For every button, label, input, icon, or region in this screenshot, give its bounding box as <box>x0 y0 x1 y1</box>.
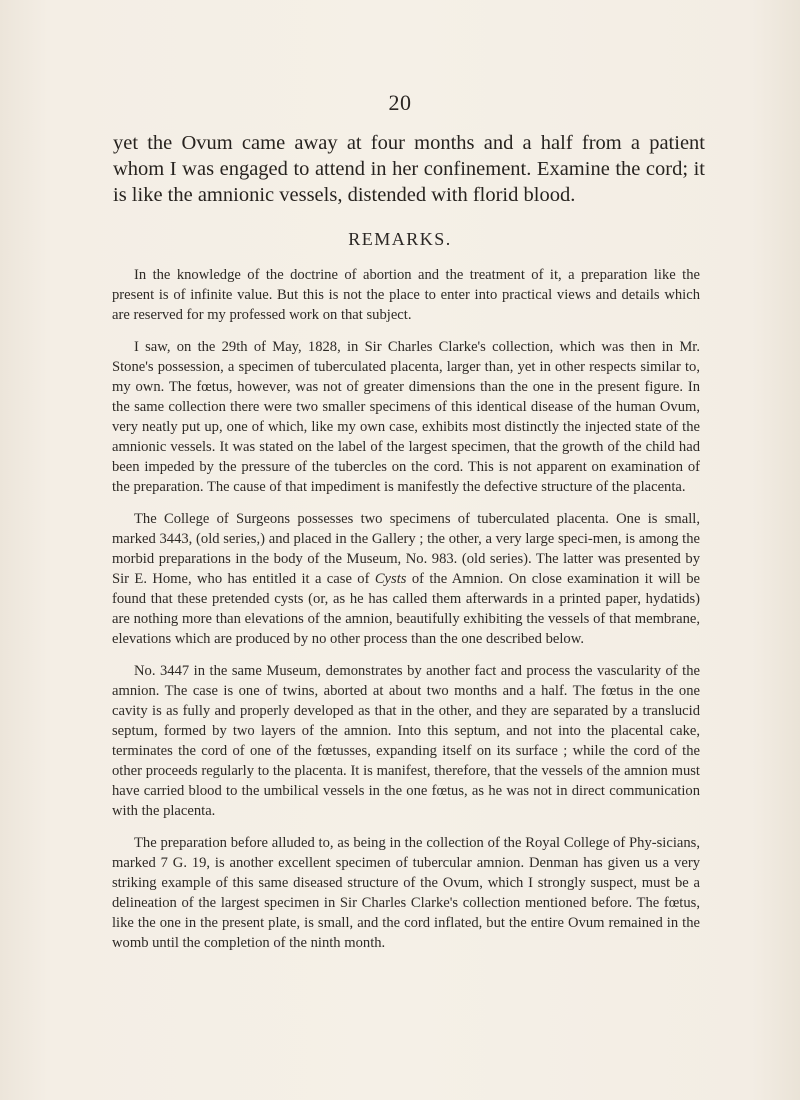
paragraph-college-of-surgeons <box>112 509 700 649</box>
page-number: 20 <box>388 90 412 115</box>
remarks-body <box>112 265 700 953</box>
paragraph-royal-college: The preparation before alluded to, as being in the collection of the Royal College of Phy-sicians, marked 7 G. 19, is another excellent specimen of tubercular amnion. Denman has given us a very striking example of this same diseased structure of the Ovum, which I strongly suspect, must be a delineation of the largest specimen in Sir Charles Clarke's collection mentioned before. The fœtus, like the one in the present plate, is small, and the cord inflated, but the entire Ovum remained in the womb until the completion of the ninth month. <box>112 835 700 951</box>
section-heading-remarks: REMARKS. <box>348 229 452 249</box>
paragraph-clarke-collection: I saw, on the 29th of May, 1828, in Sir Charles Clarke's collection, which was then in Mr. Stone's possession, a specimen of tuberculated placenta, larger than, yet in other respects similar to, my own. The fœtus, however, was not of greater dimensions than the one in the present figure. In the same collection there were two smaller specimens of this identical disease of the human Ovum, very neatly put up, one of which, like my own case, exhibits most distinctly the injected state of the amnionic vessels. It was stated on the label of the largest specimen, that the growth of the child had been impeded by the pressure of the tubercles on the cord. This is not apparent on examination of the preparation. The cause of that impediment is manifestly the defective structure of the placenta. <box>112 339 700 495</box>
paragraph-text-segment: The College of Surgeons possesses two specimens of tuberculated placenta. One is small, marked 3443, (old series,) and placed in the Gallery ; the other, a very large speci-men, is among the morbid preparations in the body of the Museum, No. 983. (old series). The latter was presented by Sir E. Home, who has entitled it a case of <box>112 511 700 587</box>
paragraph-text-segment: of the Amnion. On close examination it will be found that these pretended cysts (or, as he has called them afterwards in a printed paper, hydatids) are nothing more than elevations of the amnion, beautifully exhibiting the vessels of that membrane, elevations which are produced by no other process than the one described below. <box>112 571 700 647</box>
paragraph-abortion-doctrine: In the knowledge of the doctrine of abortion and the treatment of it, a preparation like the present is of infinite value. But this is not the place to enter into practical views and details which are reserved for my professed work on that subject. <box>112 267 700 323</box>
paragraph-twins-specimen: No. 3447 in the same Museum, demonstrates by another fact and process the vascularity of the amnion. The case is one of twins, aborted at about two months and a half. The fœtus in the one cavity is as fully and properly developed as that in the other, and they are separated by a translucid septum, formed by two layers of the amnion. Into this septum, and not into the placental cake, terminates the cord of one of the fœtusses, expanding itself on its surface ; while the cord of the other proceeds regularly to the placenta. It is manifest, therefore, that the vessels of the amnion must have carried blood to the umbilical vessels in the one fœtus, as he was not in direct communication with the placenta. <box>112 663 700 819</box>
opening-paragraph: yet the Ovum came away at four months and a half from a patient whom I was engaged to attend in her confinement. Examine the cord; it is like the amnionic vessels, distended with florid blood. <box>113 132 705 206</box>
italic-term-cysts: Cysts <box>374 571 407 587</box>
